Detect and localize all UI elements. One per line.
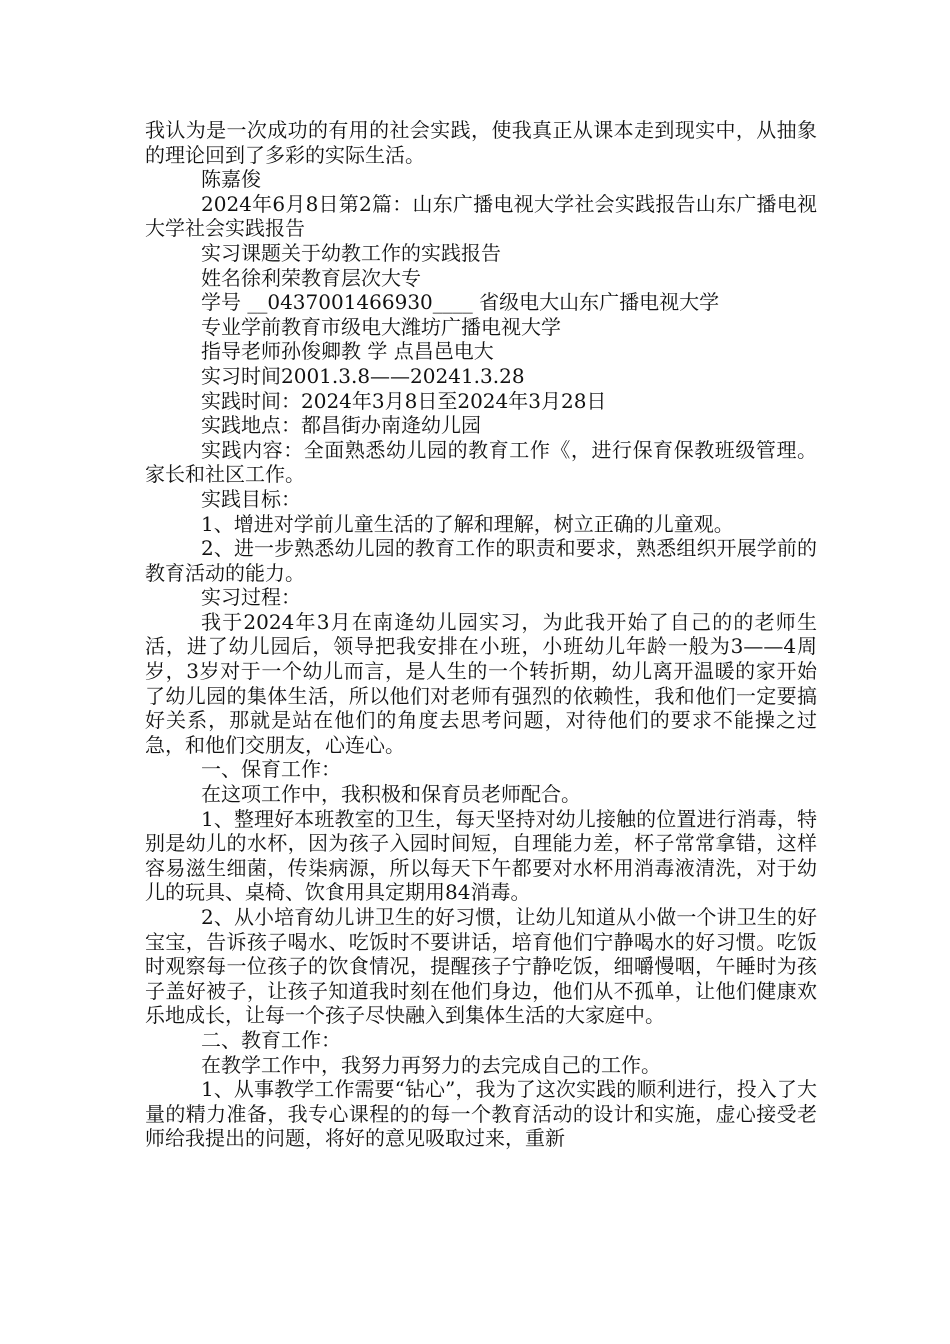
author-name: 陈嘉俊 — [201, 167, 261, 192]
practice-content: 实践内容：全面熟悉幼儿园的教育工作《，进行保育保教班级管理。家长和社区工作。 — [145, 437, 817, 487]
section-heading-education-work: 二、教育工作： — [201, 1027, 341, 1052]
practice-goals-heading: 实践目标： — [201, 486, 301, 511]
date-and-report-title: 2024年6月8日第2篇：山东广播电视大学社会实践报告山东广播电视大学社会实践报告 — [145, 191, 817, 241]
care-work-item-2: 2、从小培育幼儿讲卫生的好习惯，让幼儿知道从小做一个讲卫生的好宝宝，告诉孩子喝水、吃饭时不要讲话，培育他们宁静喝水的好习惯。吃饭时观察每一位孩子的饮食情况，提醒孩子宁静吃饭，细嚼慢咽，午睡时为孩子盖好被子，让孩子知道我时刻在他们身边，他们从不孤单，让他们健康欢乐地成长，让每一个孩子尽快融入到集体生活的大家庭中。 — [145, 905, 817, 1028]
practice-period: 实践时间：2024年3月8日至2024年3月28日 — [201, 388, 607, 413]
internship-topic: 实习课题关于幼教工作的实践报告 — [201, 240, 501, 265]
paragraph-1: 我认为是一次成功的有用的社会实践，使我真正从课本走到现实中，从抽象的理论回到了多彩的实际生活。 — [145, 118, 817, 167]
name-and-level: 姓名徐利荣教育层次大专 — [201, 265, 421, 290]
education-work-intro: 在教学工作中，我努力再努力的去完成自己的工作。 — [201, 1052, 661, 1077]
document-body — [145, 118, 817, 1151]
internship-process-heading: 实习过程： — [201, 585, 301, 610]
student-id-and-university: 学号 __0437001466930____ 省级电大山东广播电视大学 — [201, 290, 720, 315]
goal-1: 1、增进对学前儿童生活的了解和理解，树立正确的儿童观。 — [201, 511, 734, 536]
goal-2: 2、进一步熟悉幼儿园的教育工作的职责和要求，熟悉组织开展学前的教育活动的能力。 — [145, 536, 817, 585]
internship-process-paragraph: 我于2024年3月在南逄幼儿园实习，为此我开始了自己的的老师生活，进了幼儿园后，领导把我安排在小班，小班幼儿年龄一般为3——4周岁，3岁对于一个幼儿而言，是人生的一个转折期，幼儿离开温暖的家开始了幼儿园的集体生活，所以他们对老师有强烈的依赖性，我和他们一定要搞好关系，那就是站在他们的角度去思考问题，对待他们的要求不能操之过急，和他们交朋友，心连心。 — [145, 609, 817, 757]
care-work-item-1: 1、整理好本班教室的卫生，每天坚持对幼儿接触的位置进行消毒，特别是幼儿的水杯，因为孩子入园时间短，自理能力差，杯子常常拿错，这样容易滋生细菌，传柒病源，所以每天下午都要对水杯用消毒液清洗，对于幼儿的玩具、桌椅、饮食用具定期用84消毒。 — [145, 806, 817, 905]
care-work-intro: 在这项工作中，我积极和保育员老师配合。 — [201, 782, 581, 807]
practice-location: 实践地点：都昌街办南逄幼儿园 — [201, 413, 481, 438]
major-and-city-university: 专业学前教育市级电大潍坊广播电视大学 — [201, 314, 561, 339]
section-heading-care-work: 一、保育工作： — [201, 757, 341, 782]
internship-period: 实习时间2001.3.8——20241.3.28 — [201, 363, 525, 388]
advisor-and-teaching-site: 指导老师孙俊卿教 学 点昌邑电大 — [201, 339, 494, 364]
education-work-item-1: 1、从事教学工作需要“钻心”，我为了这次实践的顺利进行，投入了大量的精力准备，我专心课程的的每一个教育活动的设计和实施，虚心接受老师给我提出的问题，将好的意见吸取过来，重新 — [145, 1077, 817, 1151]
